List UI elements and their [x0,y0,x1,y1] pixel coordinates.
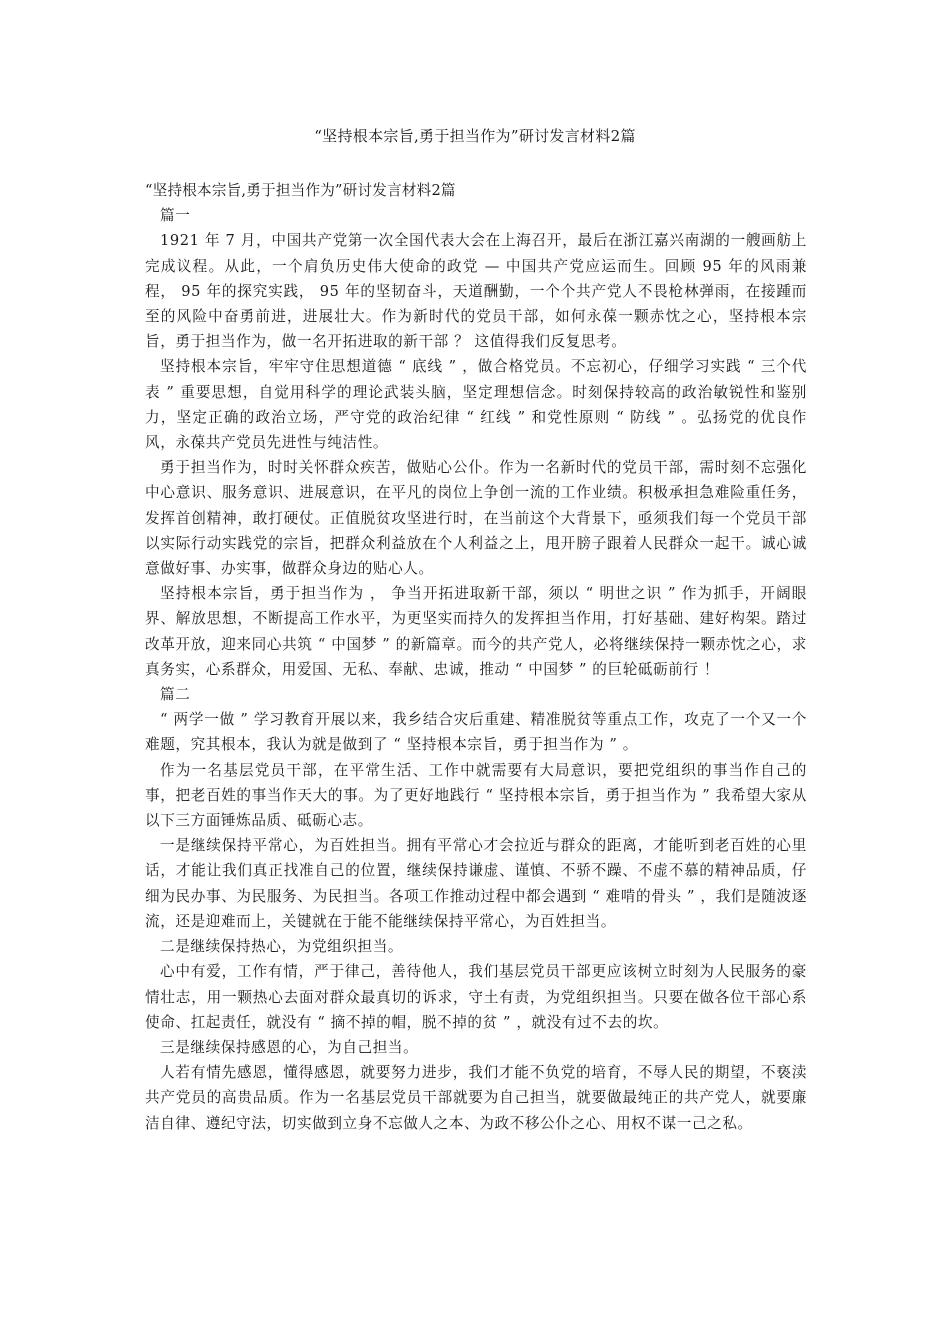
part-one-paragraph: 勇于担当作为，时时关怀群众疾苦，做贴心公仆。作为一名新时代的党员干部，需时刻不忘强化中心意识、服务意识、进展意识，在平凡的岗位上争创一流的工作业绩。积极承担急难险重任务，发挥首创精神，敢打硬仗。正值脱贫攻坚进行时，在当前这个大背景下，亟须我们每一个党员干部以实际行动实践党的宗旨，把群众利益放在个人利益之上，甩开膀子跟着人民群众一起干。诚心诚意做好事、办实事，做群众身边的贴心人。 [145,459,807,578]
part-one-label: 篇一 [160,207,191,225]
document-title: “坚持根本宗旨,勇于担当作为”研讨发言材料2篇 [314,127,636,145]
part-two-label: 篇二 [160,686,191,704]
part-two-paragraph: 三是继续保持感恩的心，为自己担当。 [160,1038,419,1056]
part-two-paragraph: 心中有爱，工作有情，严于律己，善待他人，我们基层党员干部更应该树立时刻为人民服务的豪情壮志，用一颗热心去面对群众最真切的诉求，守土有责，为党组织担当。只要在做各位干部心系使命、扛起责任，就没有 “ 摘不掉的帽，脱不掉的贫 ” ，就没有过不去的坎。 [145,963,807,1031]
part-two-paragraph: “ 两学一做 ” 学习教育开展以来，我乡结合灾后重建、精准脱贫等重点工作，攻克了一个又一个难题，究其根本，我认为就是做到了 “ 坚持根本宗旨，勇于担当作为 ” 。 [145,711,807,754]
part-two-paragraph: 一是继续保持平常心，为百姓担当。拥有平常心才会拉近与群众的距离，才能听到老百姓的心里话，才能让我们真正找准自己的位置，继续保持谦虚、谨慎、不骄不躁、不虚不慕的精神品质，仔细为民办事、为民服务、为民担当。各项工作推动过程中都会遇到 “ 难啃的骨头 ” ，我们是随波逐流，还是迎难而上，关键就在于能不能继续保持平常心，为百姓担当。 [145,837,807,930]
part-two-paragraph: 作为一名基层党员干部，在平常生活、工作中就需要有大局意识，要把党组织的事当作自己的事，把老百姓的事当作天大的事。为了更好地践行 “ 坚持根本宗旨，勇于担当作为 ” 我希望大家从以下三方面锤炼品质、砥砺心志。 [145,761,807,830]
document-body [145,178,807,1136]
part-one-paragraph: 1921 年 7 月，中国共产党第一次全国代表大会在上海召开，最后在浙江嘉兴南湖的一艘画舫上完成议程。从此，一个肩负历史伟大使命的政党 — 中国共产党应运而生。回顾 95 年的风雨兼程， 95 年的探究实践， 95 年的坚韧奋斗，天道酬勤，一个个共产党人不畏枪林弹雨，在接踵而至的风险中奋勇前进，进展壮大。作为新时代的党员干部，如何永葆一颗赤忱之心，坚持根本宗旨，勇于担当作为，做一名开拓进取的新干部 ？ 这值得我们反复思考。 [145,232,807,351]
part-two-paragraph: 人若有情先感恩，懂得感恩，就要努力进步，我们才能不负党的培育，不辱人民的期望，不亵渎共产党员的高贵品质。作为一名基层党员干部就要为自己担当，就要做最纯正的共产党人，就要廉洁自律、遵纪守法，切实做到立身不忘做人之本、为政不移公仆之心、用权不谋一己之私。 [145,1064,807,1132]
part-two-paragraph: 二是继续保持热心，为党组织担当。 [160,938,404,956]
part-one-paragraph: 坚持根本宗旨，牢牢守住思想道德 “ 底线 ” ，做合格党员。不忘初心，仔细学习实践 “ 三个代表 ” 重要思想，自觉用科学的理论武装头脑，坚定理想信念。时刻保持较高的政治敏锐性和鉴别力，坚定正确的政治立场，严守党的政治纪律 “ 红线 ” 和党性原则 “ 防线 ” 。弘扬党的优良作风，永葆共产党员先进性与纯洁性。 [145,358,807,452]
document-subtitle: “坚持根本宗旨,勇于担当作为”研讨发言材料2篇 [145,182,456,199]
part-one-paragraph: 坚持根本宗旨，勇于担当作为 ， 争当开拓进取新干部，须以 “ 明世之识 ” 作为抓手，开阔眼界、解放思想，不断提高工作水平，为更坚实而持久的发挥担当作用，打好基础、建好构架。踏过改革开放，迎来同心共筑 “ 中国梦 ” 的新篇章。而今的共产党人，必将继续保持一颗赤忱之心，求真务实，心系群众，用爱国、无私、奉献、忠诚，推动 “ 中国梦 ” 的巨轮砥砺前行 ！ [145,585,807,678]
